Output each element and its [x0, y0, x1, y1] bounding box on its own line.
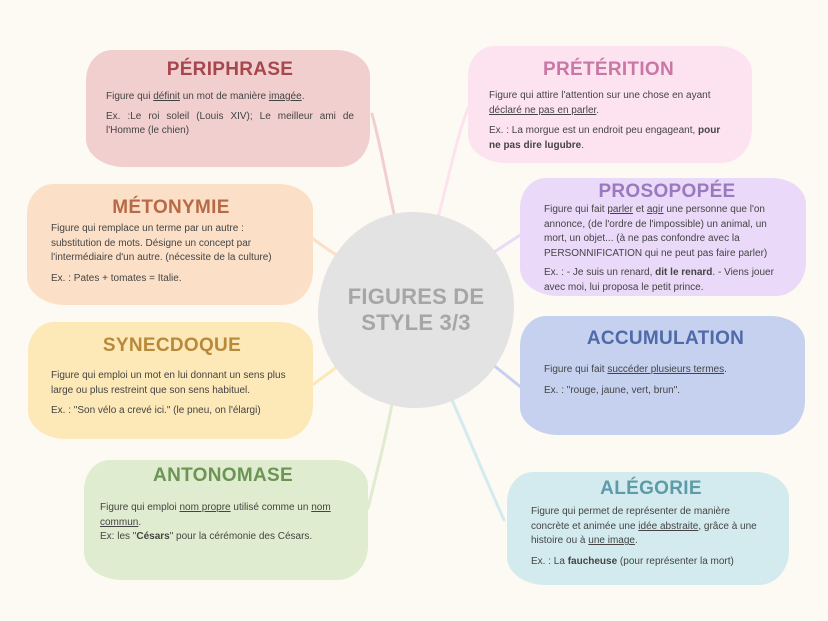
underlined-text: idée abstraite	[638, 520, 699, 532]
card-definition: Figure qui emploi un mot en lui donnant un sens plus large ou plus restreint que son sens habituel.	[51, 370, 286, 396]
underlined-text: agir	[646, 204, 664, 215]
card-allegorie	[507, 472, 789, 585]
text: Figure qui emploi	[100, 502, 180, 513]
card-prosopopee	[520, 178, 806, 296]
card-title: ANTONOMASE	[153, 465, 293, 486]
bold-text: faucheuse	[567, 555, 618, 567]
underlined-text: déclaré ne pas en parler	[489, 104, 597, 116]
card-accumulation	[520, 316, 805, 435]
card-metonymie	[27, 184, 313, 305]
text: Ex. : La morgue est un endroit peu engageant,	[489, 125, 699, 137]
text: .	[596, 104, 600, 116]
underlined-text: imagée	[268, 91, 302, 102]
card-definition	[489, 89, 728, 118]
bold-text: dit le renard	[655, 267, 713, 279]
text: .	[634, 535, 638, 547]
text: une personne que l'on annonce, (de l'ordre de l'impossible) un animal, un mort, un objet... (à ne pas confondre avec la PERSONNIFICATION qui ne peut pas faire parler)	[544, 204, 768, 259]
text: Ex. : - Je suis un renard,	[544, 267, 656, 279]
text: Figure qui fait	[544, 204, 608, 215]
connector-synecdoque	[314, 366, 338, 384]
underlined-text: une image	[588, 535, 635, 547]
text: , grâce à une histoire ou à	[531, 520, 757, 547]
card-definition	[100, 501, 346, 545]
underlined-text: parler	[607, 204, 633, 215]
bold-text: pour ne pas dire lugubre	[489, 125, 721, 151]
connector-allegorie	[452, 400, 504, 520]
card-synecdoque	[28, 322, 313, 439]
card-definition: Figure qui remplace un terme par un autre : substitution de mots. Désigne un concept par l'intermédiaire d'un autre. (nécessite de la culture)	[51, 223, 272, 264]
central-title-line-2: STYLE 3/3	[361, 310, 471, 335]
card-definition	[544, 363, 787, 378]
connector-prosopopee	[494, 234, 522, 252]
text: " pour la cérémonie des Césars.	[169, 531, 313, 543]
text: un mot de manière	[179, 91, 269, 102]
connector-accumulation	[492, 364, 522, 388]
text: .	[138, 516, 142, 528]
card-title: SYNECDOQUE	[102, 335, 242, 356]
underlined-text: nom propre	[179, 502, 231, 513]
card-example	[544, 266, 790, 295]
connector-metonymie	[312, 238, 338, 256]
text: Figure qui fait	[544, 364, 608, 375]
text: Figure qui permet de représenter de manière concrète et animée une	[531, 506, 730, 532]
connector-preterition	[438, 108, 468, 218]
card-title: ACCUMULATION	[586, 328, 745, 349]
card-definition	[531, 505, 771, 549]
text: Ex. : La	[531, 555, 568, 567]
text: Figure qui	[106, 91, 154, 102]
card-title: PRÉTÉRITION	[542, 59, 675, 80]
text: . - Viens jouer avec moi, lui proposa le petit prince.	[544, 267, 774, 293]
connector-periphrase	[372, 114, 396, 222]
card-title: PROSOPOPÉE	[598, 181, 736, 202]
card-example	[531, 555, 771, 570]
central-topic	[318, 212, 514, 408]
underlined-text: succéder plusieurs termes	[607, 364, 725, 375]
card-definition	[544, 203, 790, 261]
card-example: Ex. : Pates + tomates = Italie.	[51, 272, 182, 284]
card-periphrase	[86, 50, 370, 167]
text: utilisé comme un	[230, 502, 312, 513]
text: (pour représenter la mort)	[617, 555, 734, 567]
text: Figure qui attire l'attention sur une chose en ayant	[489, 90, 711, 101]
card-example: Ex. : "Son vélo a crevé ici." (le pneu, on l'élargi)	[51, 405, 261, 417]
connector-antonomase	[368, 404, 392, 508]
card-preterition	[468, 46, 752, 163]
text: .	[581, 139, 585, 151]
card-title: ALÉGORIE	[600, 478, 702, 499]
bold-text: Césars	[136, 531, 170, 543]
card-antonomase	[84, 460, 368, 580]
card-title: MÉTONYMIE	[112, 197, 230, 218]
underlined-text: nom commun	[100, 502, 331, 528]
card-title: PÉRIPHRASE	[166, 59, 294, 80]
central-title-line-1: FIGURES DE	[347, 284, 485, 309]
text: et	[632, 204, 647, 215]
text: .	[724, 364, 727, 375]
card-example: Ex. :Le roi soleil (Louis XIV); Le meilleur ami de l'Homme (le chien)	[106, 110, 354, 137]
text: Ex: les "	[100, 531, 137, 543]
text: .	[301, 91, 305, 102]
card-example	[489, 124, 728, 153]
card-definition	[106, 90, 354, 105]
card-example: Ex. : "rouge, jaune, vert, brun".	[544, 384, 681, 396]
underlined-text: définit	[153, 91, 180, 102]
